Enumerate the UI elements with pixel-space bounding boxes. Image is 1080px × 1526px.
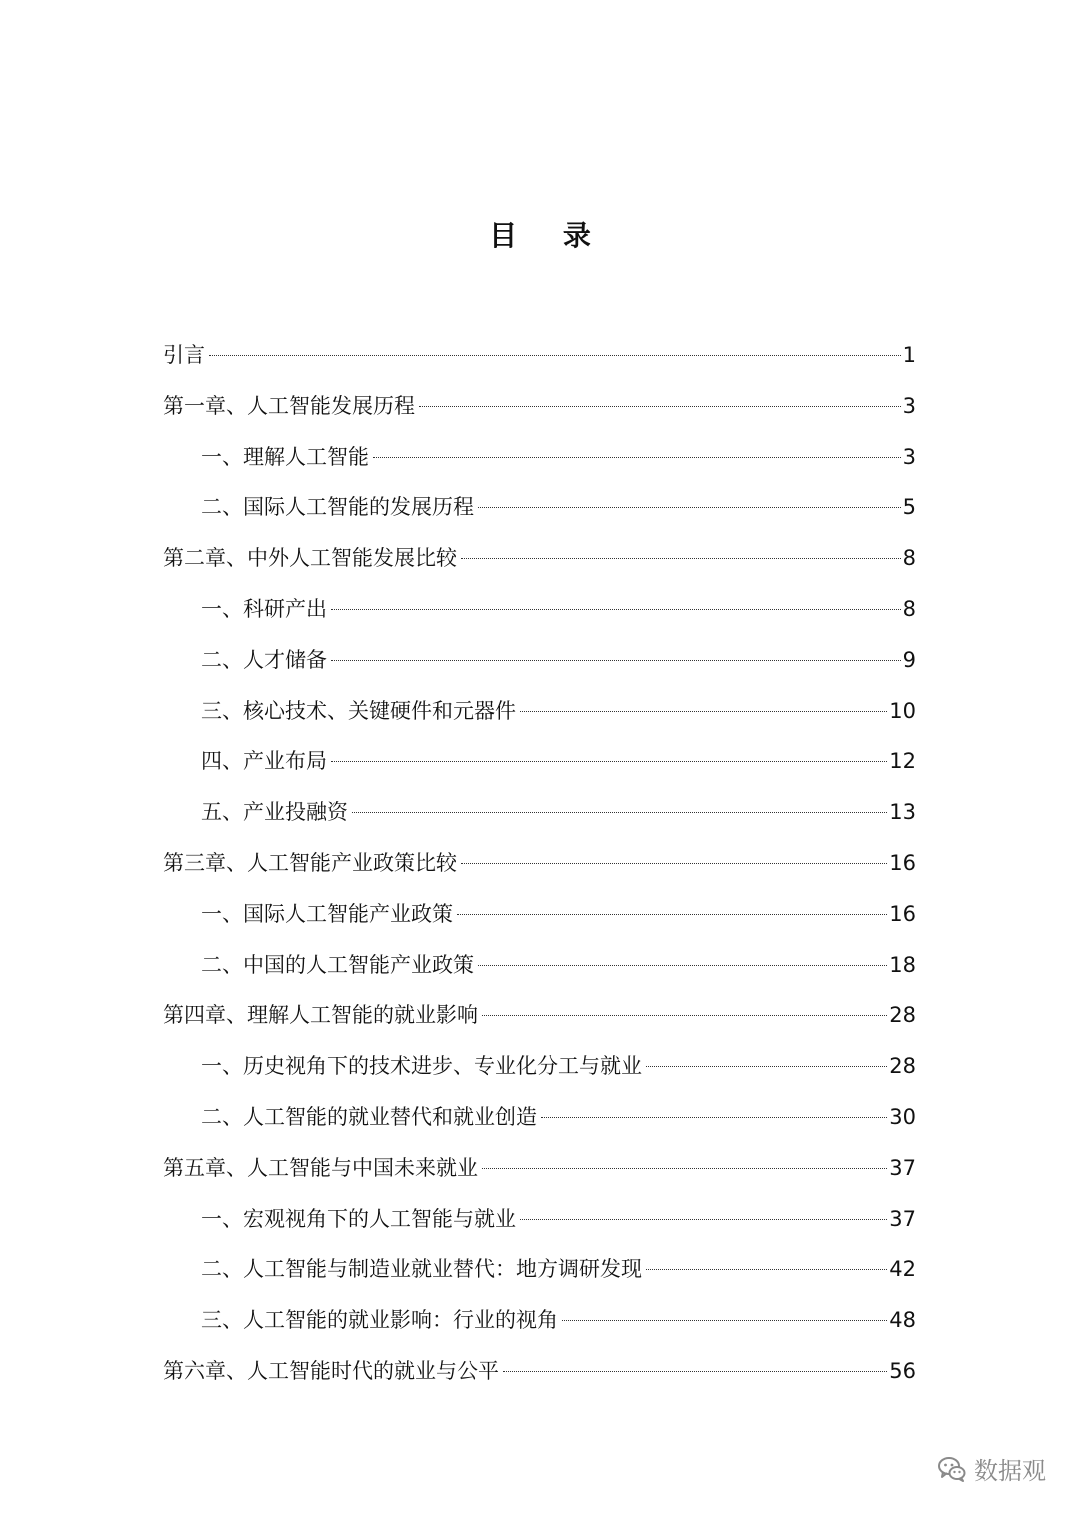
toc-dot-leader: [419, 406, 901, 407]
toc-entry-label: 第二章、中外人工智能发展比较: [163, 546, 457, 571]
watermark: [938, 1451, 1046, 1486]
toc-entry-label: 三、核心技术、关键硬件和元器件: [201, 698, 516, 723]
toc-entry-page: 10: [889, 698, 916, 723]
toc-entry[interactable]: [163, 1350, 916, 1401]
toc-dot-leader: [331, 609, 901, 610]
toc-entry[interactable]: [163, 893, 916, 944]
toc-dot-leader: [520, 1219, 887, 1220]
toc-entry[interactable]: [163, 1045, 916, 1096]
toc-entry-page: 8: [902, 596, 916, 621]
toc-entry-label: 一、国际人工智能产业政策: [201, 901, 453, 926]
toc-entry-label: 第一章、人工智能发展历程: [163, 393, 415, 418]
toc-dot-leader: [373, 457, 901, 458]
toc-entry[interactable]: [163, 994, 916, 1045]
toc-entry-label: 一、宏观视角下的人工智能与就业: [201, 1206, 516, 1231]
toc-dot-leader: [457, 914, 887, 915]
toc-dot-leader: [482, 1168, 887, 1169]
toc-entry-page: 3: [902, 393, 916, 418]
toc-dot-leader: [478, 965, 887, 966]
toc-entry-label: 一、理解人工智能: [201, 444, 369, 469]
toc-dot-leader: [478, 507, 901, 508]
toc-dot-leader: [209, 355, 901, 356]
toc-entry-page: 37: [889, 1206, 916, 1231]
toc-entry-page: 48: [889, 1308, 916, 1333]
toc-entry-label: 二、人才储备: [201, 647, 327, 672]
toc-entry-page: 28: [889, 1054, 916, 1079]
toc-entry[interactable]: [163, 1096, 916, 1147]
toc-entry-label: 二、人工智能的就业替代和就业创造: [201, 1104, 537, 1129]
toc-entry-page: 30: [889, 1104, 916, 1129]
toc-entry[interactable]: [163, 791, 916, 842]
toc-entry-label: 第四章、理解人工智能的就业影响: [163, 1003, 478, 1028]
toc-entry-label: 引言: [163, 343, 205, 367]
toc-dot-leader: [562, 1320, 887, 1321]
table-of-contents: [163, 334, 916, 1401]
toc-entry[interactable]: [163, 588, 916, 639]
toc-entry-page: 9: [902, 647, 916, 672]
toc-entry[interactable]: [163, 1198, 916, 1249]
toc-dot-leader: [331, 761, 887, 762]
toc-entry[interactable]: [163, 537, 916, 588]
toc-dot-leader: [520, 711, 887, 712]
toc-entry-page: 56: [889, 1358, 916, 1383]
toc-entry-page: 12: [889, 749, 916, 774]
toc-dot-leader: [482, 1015, 887, 1016]
toc-entry-label: 三、人工智能的就业影响：行业的视角: [201, 1308, 558, 1333]
toc-entry-label: 四、产业布局: [201, 749, 327, 774]
toc-entry-page: 13: [889, 800, 916, 825]
toc-dot-leader: [352, 812, 887, 813]
toc-dot-leader: [461, 558, 901, 559]
toc-entry-page: 3: [902, 444, 916, 469]
toc-entry[interactable]: [163, 639, 916, 690]
toc-entry-label: 一、科研产出: [201, 596, 327, 621]
page-title: 目 录: [489, 219, 609, 252]
toc-entry-page: 5: [902, 495, 916, 520]
toc-entry[interactable]: [163, 944, 916, 995]
watermark-text: 数据观: [974, 1457, 1046, 1485]
toc-entry[interactable]: [163, 334, 916, 385]
toc-entry-page: 8: [902, 546, 916, 571]
toc-entry[interactable]: [163, 740, 916, 791]
toc-entry[interactable]: [163, 1147, 916, 1198]
toc-entry[interactable]: [163, 1299, 916, 1350]
toc-entry-page: 18: [889, 952, 916, 977]
wechat-icon: [938, 1456, 966, 1482]
toc-entry-label: 二、人工智能与制造业就业替代：地方调研发现: [201, 1257, 642, 1282]
toc-entry[interactable]: [163, 486, 916, 537]
toc-dot-leader: [503, 1371, 887, 1372]
toc-entry-page: 28: [889, 1003, 916, 1028]
toc-dot-leader: [646, 1066, 887, 1067]
toc-dot-leader: [541, 1117, 887, 1118]
toc-entry-page: 16: [889, 850, 916, 875]
toc-entry[interactable]: [163, 436, 916, 487]
toc-entry[interactable]: [163, 690, 916, 741]
toc-entry[interactable]: [163, 842, 916, 893]
toc-entry-label: 第五章、人工智能与中国未来就业: [163, 1155, 478, 1180]
toc-entry-label: 二、国际人工智能的发展历程: [201, 495, 474, 520]
toc-entry-label: 第六章、人工智能时代的就业与公平: [163, 1358, 499, 1383]
toc-entry-page: 37: [889, 1155, 916, 1180]
toc-dot-leader: [646, 1269, 887, 1270]
toc-entry-label: 一、历史视角下的技术进步、专业化分工与就业: [201, 1054, 642, 1079]
toc-entry-page: 1: [902, 343, 916, 367]
toc-entry-label: 五、产业投融资: [201, 800, 348, 825]
toc-entry[interactable]: [163, 385, 916, 436]
toc-entry-label: 第三章、人工智能产业政策比较: [163, 850, 457, 875]
toc-dot-leader: [461, 863, 887, 864]
toc-entry-page: 42: [889, 1257, 916, 1282]
toc-entry-label: 二、中国的人工智能产业政策: [201, 952, 474, 977]
toc-dot-leader: [331, 660, 901, 661]
toc-entry-page: 16: [889, 901, 916, 926]
toc-entry[interactable]: [163, 1248, 916, 1299]
